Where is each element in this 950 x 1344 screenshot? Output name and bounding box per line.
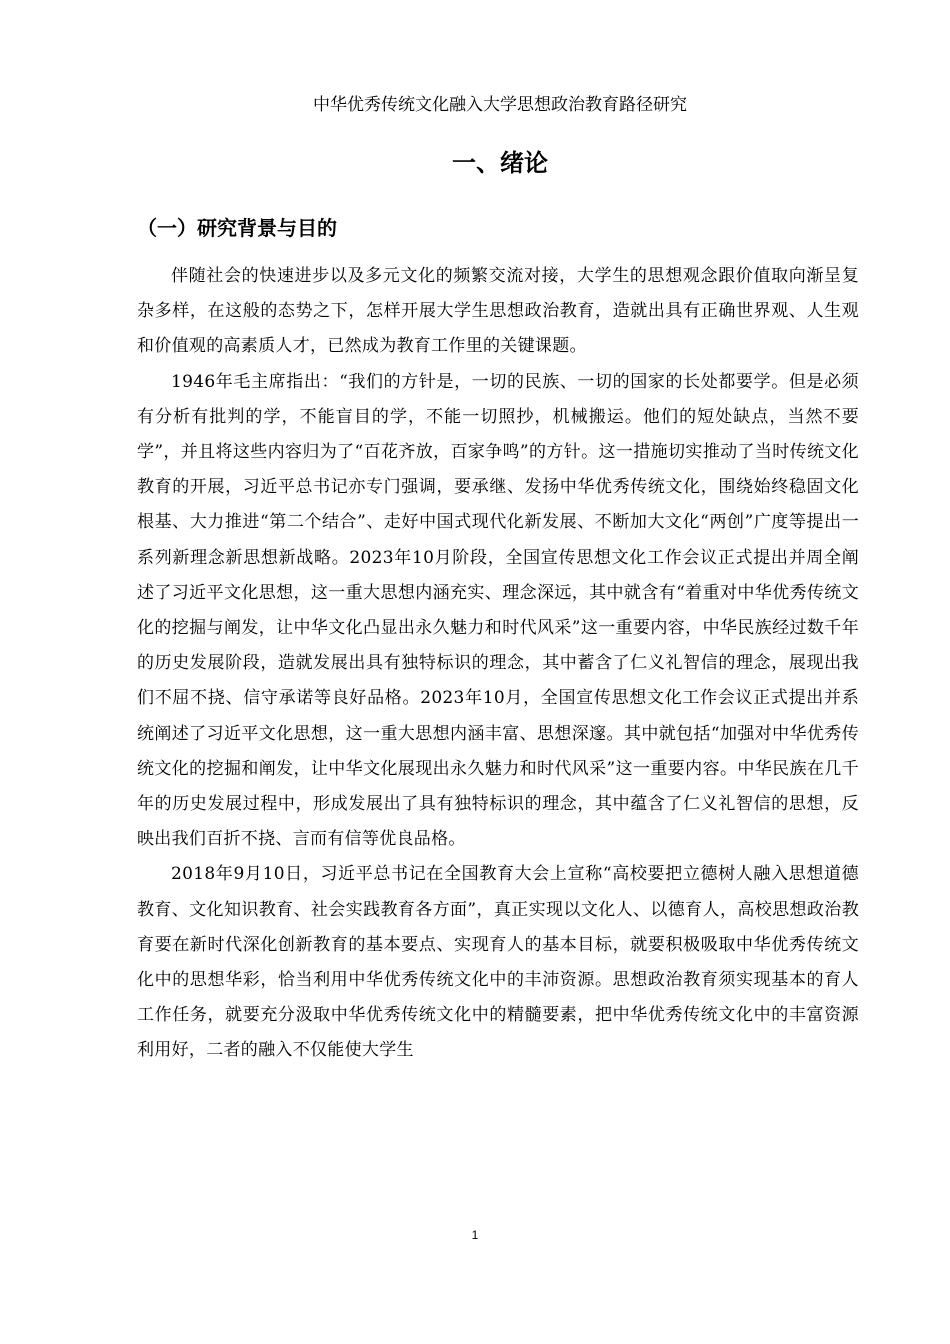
page-number: 1 [471,1228,479,1242]
paragraph-3: 2018年9月10日，习近平总书记在全国教育大会上宣称“高校要把立德树人融入思想道德教育、文化知识教育、社会实践教育各方面”，真正实现以文化人、以德育人，高校思想政治教育要在新时代深化创新教育的基本要点、实现育人的基本目标，就要积极吸取中华优秀传统文化中的思想华彩，恰当利用中华优秀传统文化中的丰沛资源。思想政治教育须实现基本的育人工作任务，就要充分汲取中华优秀传统文化中的精髓要素，把中华优秀传统文化中的丰富资源利用好，二者的融入不仅能使大学生 [137,864,859,1061]
paragraph-1: 伴随社会的快速进步以及多元文化的频繁交流对接，大学生的思想观念跟价值取向渐呈复杂多样，在这般的态势之下，怎样开展大学生思想政治教育，造就出具有正确世界观、人生观和价值观的高素质人才，已然成为教育工作里的关键课题。 [137,266,859,357]
running-title: 中华优秀传统文化融入大学思想政治教育路径研究 [313,95,687,115]
section-heading: （一）研究背景与目的 [137,216,337,240]
body-text [137,259,859,1069]
chapter-heading: 一、绪论 [452,149,548,177]
paragraph-2: 1946年毛主席指出：“我们的方针是，一切的民族、一切的国家的长处都要学。但是必须有分析有批判的学，不能盲目的学，不能一切照抄，机械搬运。他们的短处缺点，当然不要学”，并且将这些内容归为了“百花齐放，百家争鸣”的方针。这一措施切实推动了当时传统文化教育的开展，习近平总书记亦专门强调，要承继、发扬中华优秀传统文化，围绕始终稳固文化根基、大力推进“第二个结合”、走好中国式现代化新发展、不断加大文化“两创”广度等提出一系列新理念新思想新战略。2023年10月阶段，全国宣传思想文化工作会议正式提出并周全阐述了习近平文化思想，这一重大思想内涵充实、理念深远，其中就含有“着重对中华优秀传统文化的挖掘与阐发，让中华文化凸显出永久魅力和时代风采”这一重要内容，中华民族经过数千年的历史发展阶段，造就发展出具有独特标识的理念，其中蓄含了仁义礼智信的理念，展现出我们不屈不挠、信守承诺等良好品格。2023年10月，全国宣传思想文化工作会议正式提出并系统阐述了习近平文化思想，这一重大思想内涵丰富、思想深邃。其中就包括“加强对中华优秀传统文化的挖掘和阐发，让中华文化展现出永久魅力和时代风采”这一重要内容。中华民族在几千年的历史发展过程中，形成发展出了具有独特标识的理念，其中蕴含了仁义礼智信的思想，反映出我们百折不挠、言而有信等优良品格。 [137,371,859,850]
